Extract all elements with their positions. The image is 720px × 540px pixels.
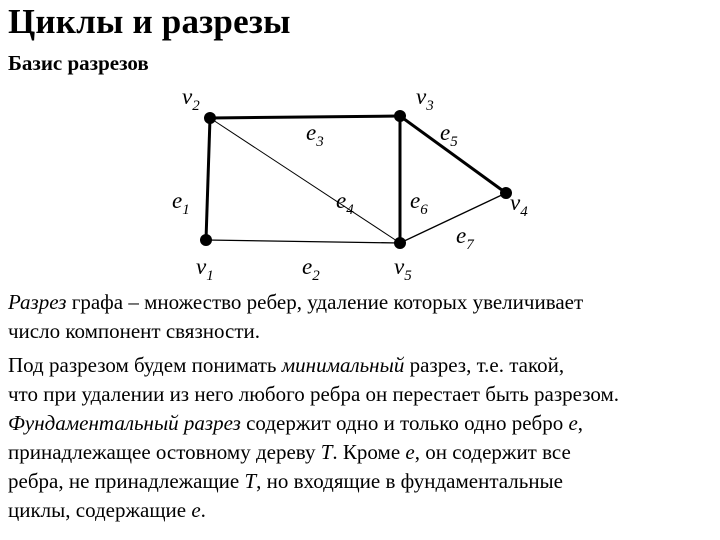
edge-label-e2: $e_2$: [302, 254, 320, 284]
section-subtitle: Базис разрезов: [8, 51, 149, 75]
p1-text: графа – множество ребер, удаление которых увеличивает: [66, 290, 584, 314]
term-cut: Разрез: [8, 290, 67, 314]
vertex-label-v3: $v_3$: [416, 84, 434, 114]
vertex-label-v2: $v_2$: [182, 84, 200, 114]
p2-text: .: [200, 498, 206, 522]
vertex-label-v5: $v_5$: [394, 254, 412, 284]
p2-line-4: [8, 438, 714, 467]
vertex-v1: [200, 234, 212, 246]
p2-text: Под разрезом будем понимать: [8, 353, 282, 377]
vertex-label-v1: $v_1$: [196, 254, 214, 284]
p2-text: циклы, содержащие: [8, 498, 192, 522]
edge-label-e4: $e_4$: [336, 188, 354, 218]
vertex-v5: [394, 237, 406, 249]
p2-text: ,: [577, 411, 584, 435]
p2-text: . Кроме: [332, 440, 406, 464]
p1-line-1: [8, 288, 714, 317]
edge-e1: [206, 118, 210, 240]
vertex-v2: [204, 112, 216, 124]
p1-line-2: число компонент связности.: [8, 319, 260, 343]
edge-label-e7: $e_7$: [456, 223, 474, 253]
p2-line-1: [8, 351, 714, 380]
p2-line-2: что при удалении из него любого ребра он перестает быть разрезом.: [8, 382, 620, 406]
edge-label-e3: $e_3$: [306, 120, 324, 150]
edge-e3: [210, 116, 400, 118]
p2-text: принадлежащее остовному дереву: [8, 440, 321, 464]
edge-e2: [206, 240, 400, 243]
vertex-v3: [394, 110, 406, 122]
edge-e5: [400, 116, 506, 193]
edge-label-e1: $e_1$: [172, 188, 190, 218]
edge-label-e5: $e_5$: [440, 120, 458, 150]
p2-line-5: [8, 467, 714, 496]
symbol-e: e: [568, 411, 578, 435]
p2-text: , он содержит все: [414, 440, 571, 464]
symbol-e: e: [191, 498, 201, 522]
edge-e4: [210, 118, 400, 243]
p2-text: разрез, т.е. такой,: [404, 353, 565, 377]
symbol-e: e: [405, 440, 415, 464]
cut-definition-paragraph: [8, 288, 714, 346]
symbol-T: T: [244, 469, 257, 493]
page-title: Циклы и разрезы: [8, 2, 291, 41]
vertex-label-v4: $v_4$: [510, 190, 528, 220]
p2-line-6: [8, 496, 714, 525]
symbol-T: T: [320, 440, 333, 464]
p2-text: , но входящие в фундаментальные: [256, 469, 563, 493]
p2-line-3: [8, 409, 714, 438]
p2-text: содержит одно и только одно ребро: [240, 411, 569, 435]
fundamental-cut-paragraph: [8, 351, 714, 525]
p2-text: ребра, не принадлежащие: [8, 469, 245, 493]
term-fundamental-cut: Фундаментальный разрез: [8, 411, 241, 435]
edge-label-e6: $e_6$: [410, 188, 428, 218]
term-minimal: минимальный: [281, 353, 405, 377]
